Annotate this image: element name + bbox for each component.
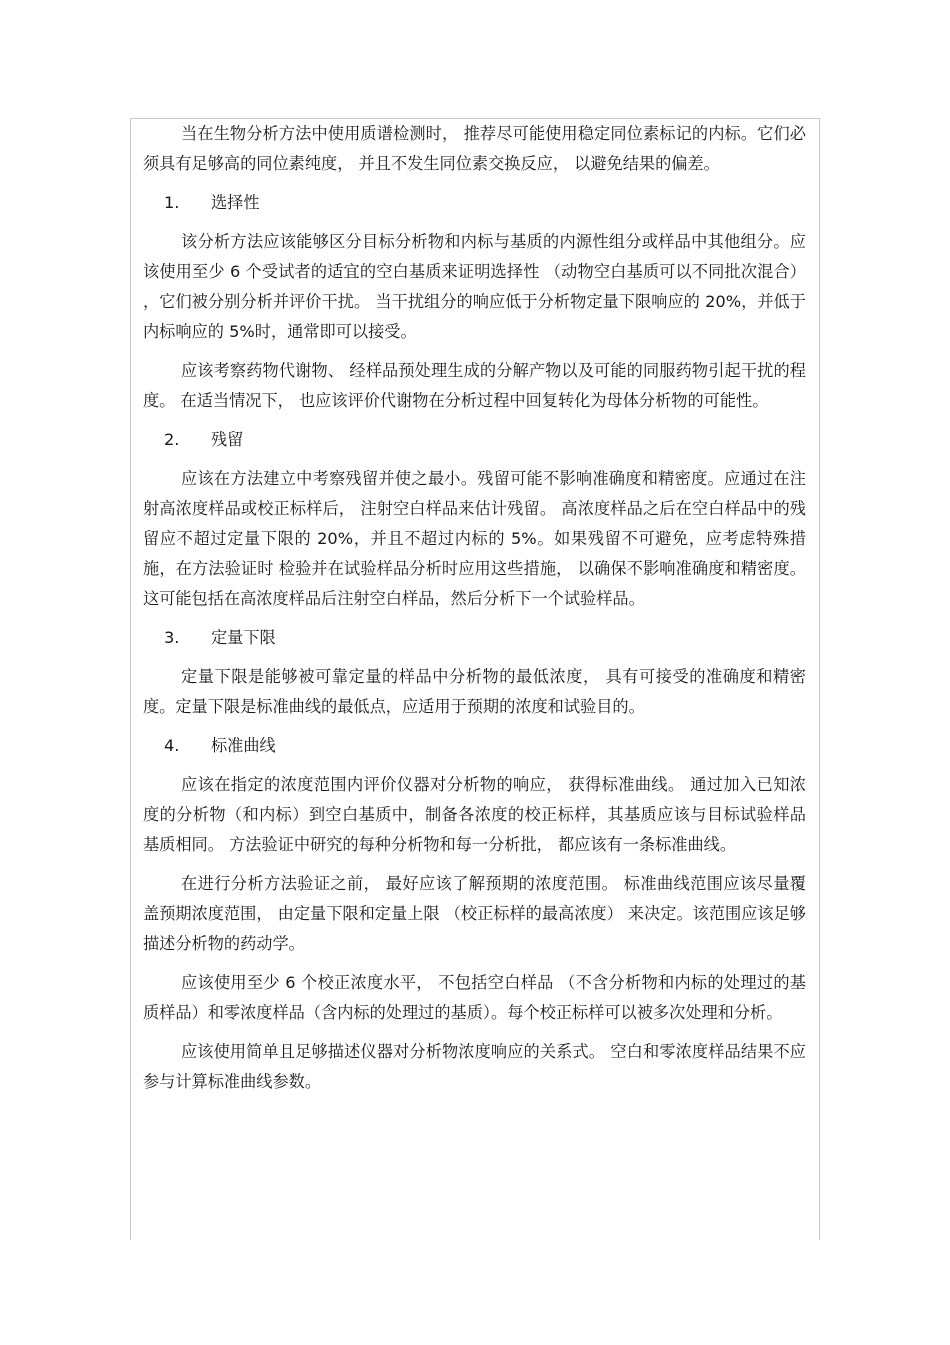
section-title: 残留 bbox=[211, 430, 244, 449]
paragraph-lloq: 定量下限是能够被可靠定量的样品中分析物的最低浓度， 具有可接受的准确度和精密度。定量下限是标准曲线的最低点，应适用于预期的浓度和试验目的。 bbox=[143, 667, 806, 716]
document-body bbox=[143, 119, 806, 1106]
section-title: 标准曲线 bbox=[211, 736, 276, 755]
section-number: 2. bbox=[164, 430, 180, 449]
section-number: 1. bbox=[164, 193, 180, 212]
paragraph-calibration-4: 应该使用简单且足够描述仪器对分析物浓度响应的关系式。 空白和零浓度样品结果不应参与计算标准曲线参数。 bbox=[143, 1042, 806, 1091]
paragraph-carryover: 应该在方法建立中考察残留并使之最小。残留可能不影响准确度和精密度。应通过在注射高浓度样品或校正标样后， 注射空白样品来估计残留。 高浓度样品之后在空白样品中的残留应不超过定量下限的 20%，并且不超过内标的 5%。如果残留不可避免，应考虑特殊措施，在方法验证时 检验并在试验样品分析时应用这些措施， 以确保不影响准确度和精密度。 这可能包括在高浓度样品后注射空白样品，然后分析下一个试验样品。 bbox=[143, 469, 806, 608]
section-title: 选择性 bbox=[211, 193, 260, 212]
section-heading-selectivity bbox=[143, 188, 806, 218]
paragraph-calibration-1: 应该在指定的浓度范围内评价仪器对分析物的响应， 获得标准曲线。 通过加入已知浓度的分析物（和内标）到空白基质中，制备各浓度的校正标样，其基质应该与目标试验样品基质相同。 方法验证中研究的每种分析物和每一分析批， 都应该有一条标准曲线。 bbox=[143, 775, 806, 854]
paragraph-selectivity-2: 应该考察药物代谢物、 经样品预处理生成的分解产物以及可能的同服药物引起干扰的程度。 在适当情况下， 也应该评价代谢物在分析过程中回复转化为母体分析物的可能性。 bbox=[143, 361, 806, 410]
paragraph-calibration-2: 在进行分析方法验证之前， 最好应该了解预期的浓度范围。 标准曲线范围应该尽量覆盖预期浓度范围， 由定量下限和定量上限 （校正标样的最高浓度） 来决定。该范围应该足够描述分析物的药动学。 bbox=[143, 874, 806, 953]
paragraph-calibration-3: 应该使用至少 6 个校正浓度水平， 不包括空白样品 （不含分析物和内标的处理过的基质样品）和零浓度样品（含内标的处理过的基质）。每个校正标样可以被多次处理和分析。 bbox=[143, 973, 806, 1022]
paragraph-intro: 当在生物分析方法中使用质谱检测时， 推荐尽可能使用稳定同位素标记的内标。它们必须具有足够高的同位素纯度， 并且不发生同位素交换反应， 以避免结果的偏差。 bbox=[143, 124, 806, 173]
section-title: 定量下限 bbox=[211, 628, 276, 647]
section-number: 4. bbox=[164, 736, 180, 755]
section-heading-carryover bbox=[143, 425, 806, 455]
section-heading-lloq bbox=[143, 623, 806, 653]
paragraph-selectivity-1: 该分析方法应该能够区分目标分析物和内标与基质的内源性组分或样品中其他组分。应该使用至少 6 个受试者的适宜的空白基质来证明选择性 （动物空白基质可以不同批次混合） ，它们被分别分析并评价干扰。 当干扰组分的响应低于分析物定量下限响应的 20%，并低于内标响应的 5%时，通常即可以接受。 bbox=[143, 232, 806, 341]
section-heading-calibration-curve bbox=[143, 731, 806, 761]
section-number: 3. bbox=[164, 628, 180, 647]
